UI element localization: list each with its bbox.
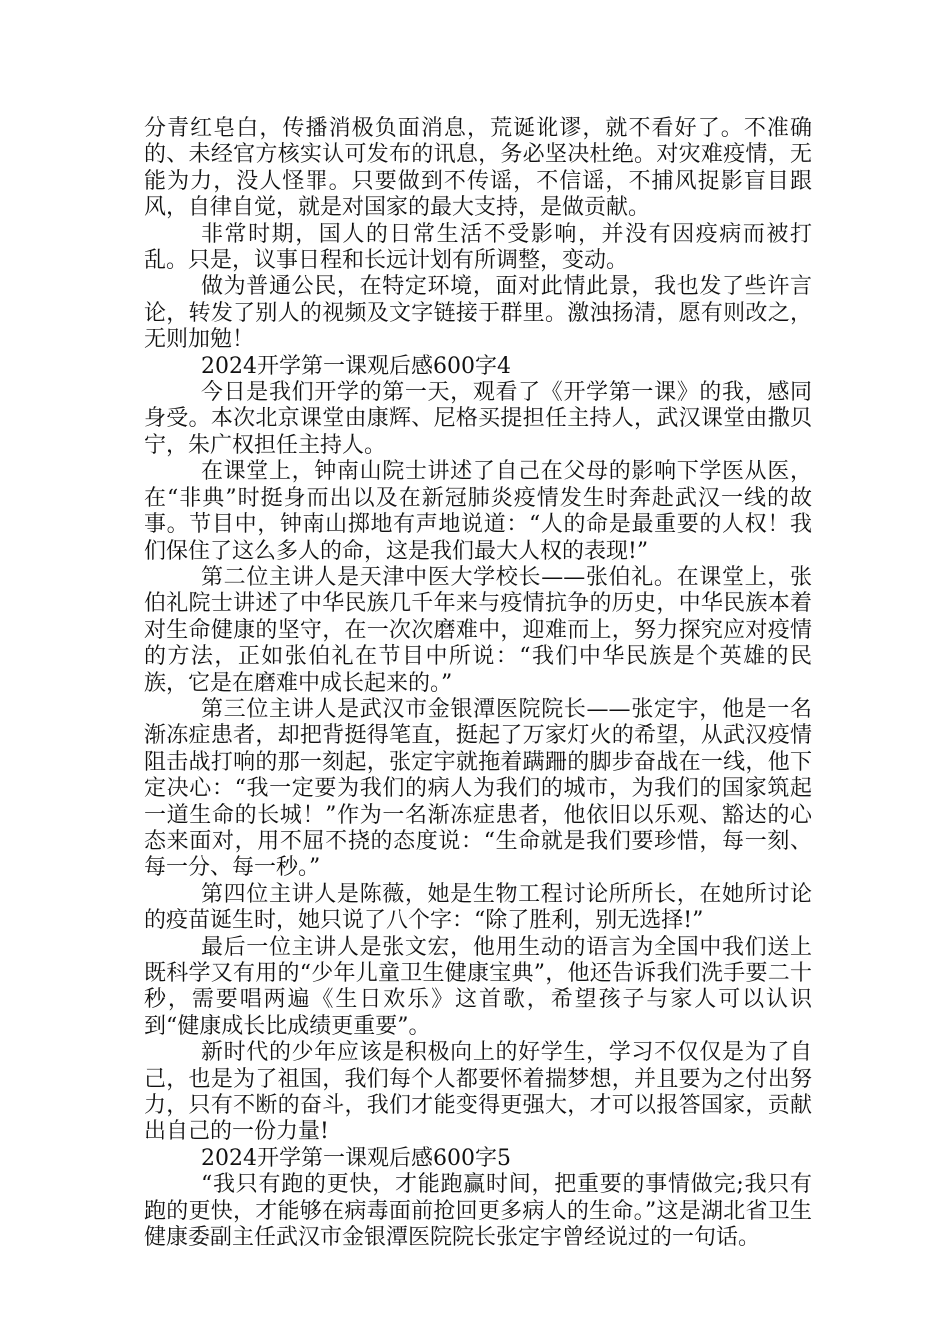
paragraph: 最后一位主讲人是张文宏，他用生动的语言为全国中我们送上既科学又有用的“少年儿童卫生健康宝典”，他还告诉我们洗手要二十秒，需要唱两遍《生日欢乐》这首歌，希望孩子与家人可以认识到“健康成长比成绩更重要”。 bbox=[144, 934, 812, 1039]
paragraph: 今日是我们开学的第一天，观看了《开学第一课》的我，感同身受。本次北京课堂由康辉、尼格买提担任主持人，武汉课堂由撒贝宁，朱广权担任主持人。 bbox=[144, 380, 812, 458]
paragraph: 非常时期，国人的日常生活不受影响，并没有因疫病而被打乱。只是，议事日程和长远计划有所调整，变动。 bbox=[144, 221, 812, 274]
section-heading: 2024开学第一课观后感600字5 bbox=[201, 1145, 511, 1171]
document-page bbox=[144, 116, 812, 1251]
paragraph: 第二位主讲人是天津中医大学校长——张伯礼。在课堂上，张伯礼院士讲述了中华民族几千年来与疫情抗争的历史，中华民族本着对生命健康的坚守，在一次次磨难中，迎难而上，努力探究应对疫情的方法，正如张伯礼在节目中所说：“我们中华民族是个英雄的民族，它是在磨难中成长起来的。” bbox=[144, 564, 812, 696]
paragraph: 第四位主讲人是陈薇，她是生物工程讨论所所长，在她所讨论的疫苗诞生时，她只说了八个字：“除了胜利，别无选择!” bbox=[144, 881, 812, 934]
section-heading: 2024开学第一课观后感600字4 bbox=[201, 353, 511, 379]
paragraph: 第三位主讲人是武汉市金银潭医院院长——张定宇，他是一名渐冻症患者，却把背挺得笔直，挺起了万家灯火的希望，从武汉疫情阻击战打响的那一刻起，张定宇就拖着蹒跚的脚步奋战在一线，他下定决心：“我一定要为我们的病人为我们的城市，为我们的国家筑起一道生命的长城！”作为一名渐冻症患者，他依旧以乐观、豁达的心态来面对，用不屈不挠的态度说：“生命就是我们要珍惜，每一刻、每一分、每一秒。” bbox=[144, 696, 812, 881]
paragraph: “我只有跑的更快，才能跑赢时间，把重要的事情做完;我只有跑的更快，才能够在病毒面前抢回更多病人的生命。”这是湖北省卫生健康委副主任武汉市金银潭医院院长张定宇曾经说过的一句话。 bbox=[144, 1172, 812, 1251]
paragraph: 新时代的少年应该是积极向上的好学生，学习不仅仅是为了自己，也是为了祖国，我们每个人都要怀着揣梦想，并且要为之付出努力，只有不断的奋斗，我们才能变得更强大，才可以报答国家，贡献出自己的一份力量! bbox=[144, 1040, 812, 1145]
paragraph: 分青红皂白，传播消极负面消息，荒诞讹谬，就不看好了。不准确的、未经官方核实认可发布的讯息，务必坚决杜绝。对灾难疫情，无能为力，没人怪罪。只要做到不传谣，不信谣，不捕风捉影盲目跟风，自律自觉，就是对国家的最大支持，是做贡献。 bbox=[144, 116, 812, 221]
paragraph: 在课堂上，钟南山院士讲述了自己在父母的影响下学医从医，在“非典”时挺身而出以及在新冠肺炎疫情发生时奔赴武汉一线的故事。节目中，钟南山掷地有声地说道：“人的命是最重要的人权！我们保住了这么多人的命，这是我们最大人权的表现!” bbox=[144, 459, 812, 564]
paragraph: 做为普通公民，在特定环境，面对此情此景，我也发了些许言论，转发了别人的视频及文字链接于群里。激浊扬清，愿有则改之，无则加勉！ bbox=[144, 274, 812, 353]
